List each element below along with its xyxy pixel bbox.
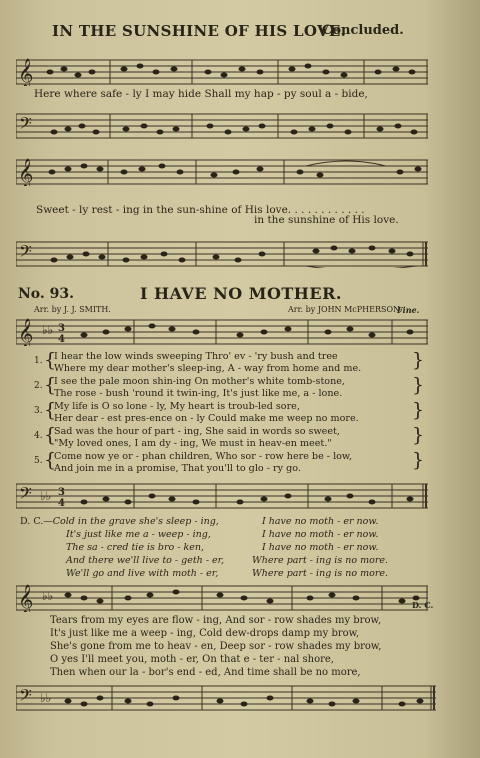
refrain-line: O yes I'll meet you, moth - er, On that e - ter - nal shore, — [50, 654, 334, 665]
brace: } — [412, 374, 425, 396]
brace: { — [44, 349, 57, 371]
verse-line: My life is O so lone - ly, My heart is troub-led sore, — [54, 401, 300, 412]
svg-text:3: 3 — [58, 323, 65, 334]
refrain-line: It's just like me a weep - ing, Cold dew-drops damp my brow, — [50, 628, 360, 639]
dc-text-a: The sa - cred tie is bro - ken, — [66, 542, 205, 553]
music-notation — [16, 684, 436, 712]
brace: { — [44, 399, 57, 421]
staff-treble-3 — [16, 318, 428, 344]
refrain-line: Tears from my eyes are flow - ing, And sor - row shades my brow, — [50, 615, 382, 626]
svg-text:3: 3 — [58, 487, 65, 498]
brace: } — [412, 399, 425, 421]
verse-line: I hear the low winds sweeping Thro' ev - 'ry bush and tree — [54, 351, 338, 362]
music-notation — [16, 112, 428, 140]
svg-text:𝄢: 𝄢 — [19, 685, 32, 709]
refrain-line: She's gone from me to heav - en, Deep sor - row shades my brow, — [50, 641, 382, 652]
music-notation — [16, 318, 428, 346]
svg-text:4: 4 — [58, 498, 65, 509]
music-notation — [16, 584, 428, 612]
dc-text-a: Cold in the grave she's sleep - ing, — [52, 516, 219, 527]
dc-text-b: I have no moth - er now. — [262, 516, 379, 527]
refrain-line: Then when our la - bor's end - ed, And time shall be no more, — [50, 667, 361, 678]
svg-text:♭♭: ♭♭ — [42, 589, 54, 603]
hymn-subtitle: Concluded. — [322, 23, 404, 38]
verse-line: And join me in a promise, That you'll to glo - ry go. — [54, 463, 301, 474]
svg-text:♭♭: ♭♭ — [42, 323, 54, 337]
svg-text:𝄞: 𝄞 — [18, 319, 34, 346]
verse-line: "My loved ones, I am dy - ing, We must in heav-en meet." — [54, 438, 332, 449]
svg-text:♭♭: ♭♭ — [40, 489, 52, 503]
staff-bass-1 — [16, 112, 428, 138]
staff-bass-3 — [16, 482, 428, 508]
dc-text-a: And there we'll live to - geth - er, — [66, 555, 225, 566]
staff-treble-4 — [16, 584, 428, 610]
brace: } — [412, 349, 425, 371]
svg-text:4: 4 — [58, 334, 65, 345]
svg-text:♭♭: ♭♭ — [40, 691, 52, 705]
staff-treble-2 — [16, 158, 428, 184]
brace: { — [44, 449, 57, 471]
staff-bass-2 — [16, 240, 428, 266]
dc-text-a: We'll go and live with moth - er, — [66, 568, 219, 579]
lyrics-line: Sweet - ly rest - ing in the sun-shine of His love. . . . . . . . . . . . — [36, 204, 365, 216]
svg-text:𝄢: 𝄢 — [19, 483, 32, 507]
verse-number: 1. — [34, 356, 43, 366]
verse-line: Her dear - est pres-ence on - ly Could make me weep no more. — [54, 413, 359, 424]
verse-line: Sad was the hour of part - ing, She said in words so sweet, — [54, 426, 340, 437]
verse-number: 3. — [34, 406, 43, 416]
dc-line — [20, 516, 219, 527]
dc-mark: D. C. — [412, 600, 434, 610]
svg-text:𝄞: 𝄞 — [18, 59, 34, 86]
brace: } — [412, 449, 425, 471]
verse-line: Where my dear mother's sleep-ing, A - way from home and me. — [54, 363, 362, 374]
music-notation — [16, 482, 428, 510]
verse-line: Come now ye or - phan children, Who sor - row here be - low, — [54, 451, 353, 462]
music-notation — [16, 240, 428, 268]
verse-line: I see the pale moon shin-ing On mother's white tomb-stone, — [54, 376, 345, 387]
arranger-credit: Arr. by JOHN McPHERSON. — [288, 305, 403, 314]
dc-text-b: Where part - ing is no more. — [252, 555, 389, 566]
verse-number: 5. — [34, 456, 43, 466]
svg-text:𝄞: 𝄞 — [18, 585, 34, 612]
dc-text-b: Where part - ing is no more. — [252, 568, 389, 579]
fine-mark: Fine. — [397, 305, 420, 315]
svg-text:𝄢: 𝄢 — [19, 113, 32, 137]
verse-number: 2. — [34, 381, 43, 391]
dc-text-b: I have no moth - er now. — [262, 529, 379, 540]
staff-bass-4 — [16, 684, 436, 710]
lyrics-line: in the sunshine of His love. — [254, 214, 399, 226]
svg-text:𝄢: 𝄢 — [19, 241, 32, 265]
music-notation — [16, 58, 428, 86]
brace: { — [44, 424, 57, 446]
music-notation — [16, 158, 428, 186]
svg-text:𝄞: 𝄞 — [18, 159, 34, 186]
hymn-title: IN THE SUNSHINE OF HIS LOVE. — [52, 22, 347, 40]
dc-text-b: I have no moth - er now. — [262, 542, 379, 553]
verse-number: 4. — [34, 431, 43, 441]
brace: { — [44, 374, 57, 396]
lyrics-line: Here where safe - ly I may hide Shall my hap - py soul a - bide, — [34, 88, 368, 100]
dc-text-a: It's just like me a - weep - ing, — [66, 529, 211, 540]
verse-line: The rose - bush 'round it twin-ing, It's just like me, a - lone. — [54, 388, 343, 399]
staff-treble-1 — [16, 58, 428, 84]
brace: } — [412, 424, 425, 446]
dc-prefix: D. C.— — [20, 516, 53, 527]
hymn-title: I HAVE NO MOTHER. — [140, 284, 342, 303]
arranger-credit: Arr. by J. J. SMITH. — [34, 305, 111, 314]
hymn-number: No. 93. — [18, 286, 74, 302]
